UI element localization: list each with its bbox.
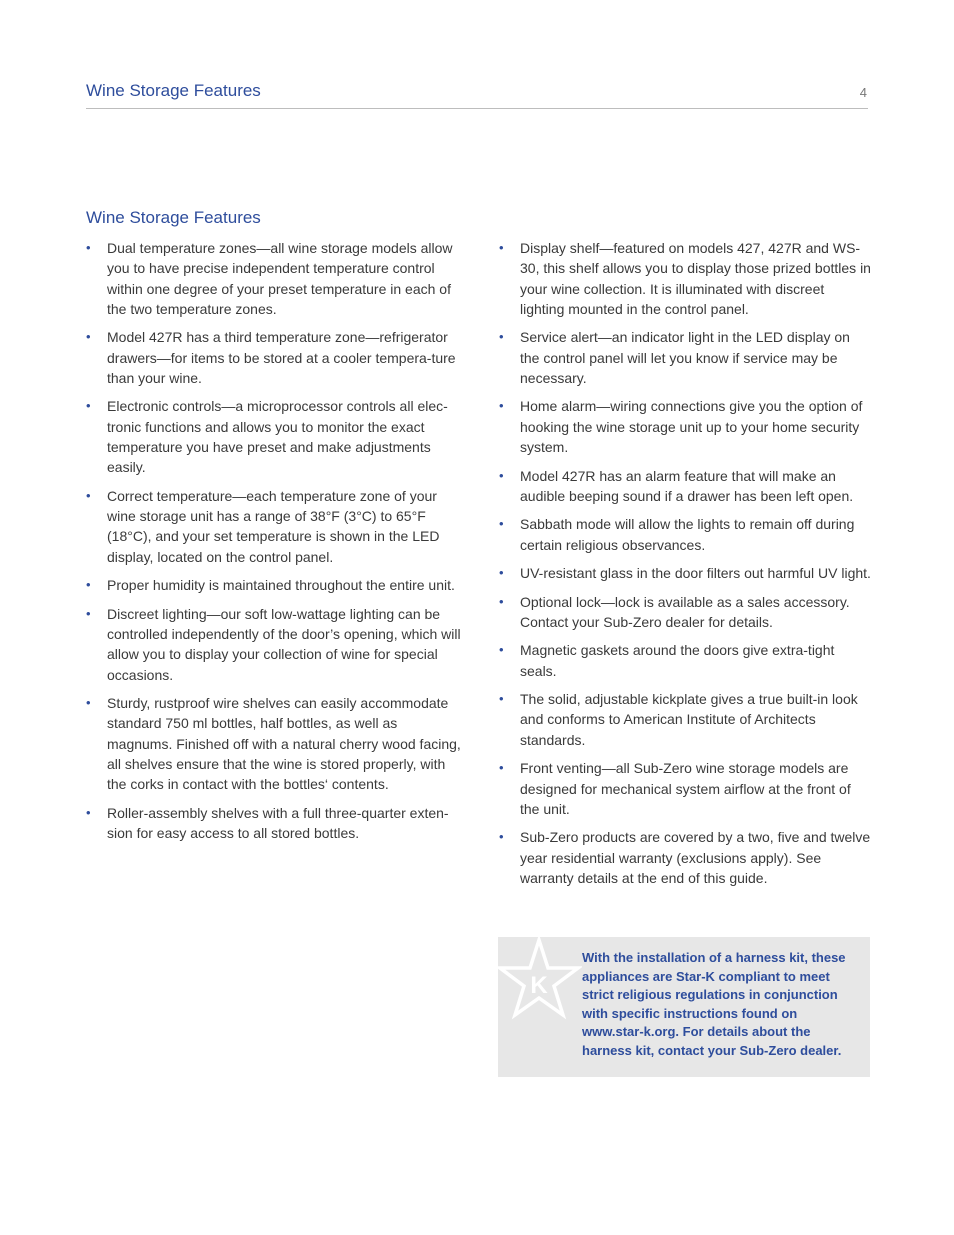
list-item	[86, 604, 466, 685]
bullet-icon: •	[86, 695, 91, 711]
feature-list-left	[86, 238, 466, 852]
list-item-text: Correct temperature—each temperature zone of your wine storage unit has a range of 38°F (3°C) to 65°F (18°C), and your set temperature is shown in the LED display, located on the control panel.	[107, 487, 440, 565]
list-item-text: Electronic controls—a microprocessor controls all elec-tronic functions and allows you to monitor the exact temperature you have preset and make adjustments easily.	[107, 398, 448, 476]
bullet-icon: •	[499, 593, 504, 609]
list-item	[499, 563, 871, 583]
bullet-icon: •	[499, 398, 504, 414]
list-item-text: Display shelf—featured on models 427, 427R and WS-30, this shelf allows you to display those prized bottles in your wine collection. It is illuminated with discreet lighting mounted in the control panel.	[520, 240, 871, 317]
list-item	[499, 514, 871, 555]
list-item-text: Front venting—all Sub-Zero wine storage models are designed for mechanical system airflow at the front of the unit.	[520, 760, 851, 817]
list-item-text: UV-resistant glass in the door filters out harmful UV light.	[520, 565, 871, 582]
running-header-title: Wine Storage Features	[86, 81, 261, 100]
bullet-icon: •	[499, 760, 504, 776]
list-item	[86, 396, 466, 477]
list-item-text: Model 427R has an alarm feature that will make an audible beeping sound if a drawer has been left open.	[520, 467, 854, 504]
bullet-icon: •	[499, 642, 504, 658]
bullet-icon: •	[499, 565, 504, 581]
list-item	[86, 803, 466, 844]
list-item	[499, 640, 871, 681]
star-k-callout-box	[498, 937, 870, 1077]
bullet-icon: •	[86, 398, 91, 414]
list-item-text: Optional lock—lock is available as a sales accessory. Contact your Sub-Zero dealer for details.	[520, 593, 850, 630]
list-item-text: The solid, adjustable kickplate gives a true built-in look and conforms to American Institute of Architects standards.	[520, 691, 858, 748]
list-item	[499, 396, 871, 457]
page-number: 4	[859, 85, 867, 100]
list-item	[86, 693, 466, 794]
list-item-text: Service alert—an indicator light in the LED display on the control panel will let you know if service may be necessary.	[520, 329, 850, 386]
list-item-text: Sub-Zero products are covered by a two, five and twelve year residential warranty (exclusions apply). See warranty details at the end of this guide.	[520, 829, 871, 886]
bullet-icon: •	[499, 467, 504, 483]
bullet-icon: •	[86, 605, 91, 621]
star-k-logo-icon	[498, 937, 582, 1027]
list-item-text: Proper humidity is maintained throughout the entire unit.	[107, 577, 455, 594]
list-item-text: Home alarm—wiring connections give you the option of hooking the wine storage unit up to your home security system.	[520, 398, 863, 456]
list-item-text: Sturdy, rustproof wire shelves can easily accommodate standard 750 ml bottles, half bottles, as well as magnums. Finished off with a natural cherry wood facing, all shelves ensure that the wine is stored properly, with the corks in contact with the bottles‘ contents.	[107, 695, 461, 793]
bullet-icon: •	[499, 329, 504, 345]
list-item	[499, 466, 871, 507]
header-divider	[86, 108, 868, 109]
section-heading: Wine Storage Features	[86, 208, 261, 227]
bullet-icon: •	[86, 240, 91, 255]
list-item	[86, 327, 466, 388]
list-item	[499, 758, 871, 819]
bullet-icon: •	[499, 240, 504, 255]
list-item	[499, 827, 871, 888]
star-k-letter: K	[530, 972, 548, 999]
bullet-icon: •	[86, 329, 91, 345]
bullet-icon: •	[499, 829, 504, 845]
list-item	[499, 592, 871, 633]
bullet-icon: •	[86, 487, 91, 503]
list-item	[86, 238, 466, 319]
bullet-icon: •	[499, 691, 504, 707]
list-item-text: Sabbath mode will allow the lights to remain off during certain religious observances.	[520, 516, 855, 553]
bullet-icon: •	[86, 577, 91, 593]
list-item-text: Magnetic gaskets around the doors give extra-tight seals.	[520, 642, 835, 679]
bullet-icon: •	[499, 516, 504, 532]
list-item	[86, 575, 466, 595]
feature-list-right	[499, 238, 871, 896]
list-item	[499, 689, 871, 750]
list-item	[86, 486, 466, 567]
list-item	[499, 238, 871, 319]
bullet-icon: •	[86, 804, 91, 820]
list-item-text: Roller-assembly shelves with a full three-quarter exten-sion for easy access to all stored bottles.	[107, 804, 449, 842]
star-k-callout-text: With the installation of a harness kit, these appliances are Star-K compliant to meet strict religious regulations in conjunction with specific instructions found on www.star-k.org. For details about the harness kit, contact your Sub-Zero dealer.	[582, 950, 846, 1058]
list-item-text: Discreet lighting—our soft low-wattage lighting can be controlled independently of the door’s opening, which will allow you to display your collection of wine for special occasions.	[107, 605, 461, 683]
list-item	[499, 327, 871, 388]
list-item-text: Model 427R has a third temperature zone—refrigerator drawers—for items to be stored at a cooler tempera-ture than your wine.	[107, 329, 456, 386]
list-item-text: Dual temperature zones—all wine storage models allow you to have precise independent temperature control within one degree of your preset temperature in each of the two temperature zones.	[107, 240, 453, 317]
